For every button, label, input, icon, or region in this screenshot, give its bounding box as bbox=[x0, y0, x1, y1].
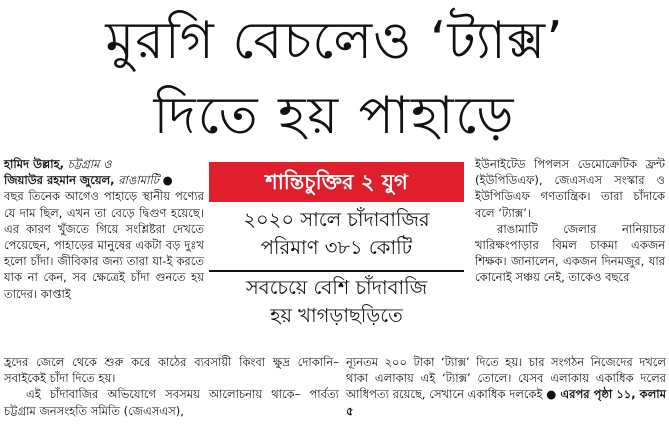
subhead-2-line-1: সবচেয়ে বেশি চাঁদাবাজি bbox=[245, 276, 428, 299]
headline-line-1: মুরগি বেচলেও ‘ট্যাক্স’ bbox=[105, 11, 564, 71]
subhead-1-line-1: ২০২০ সালে চাঁদাবাজির bbox=[243, 208, 430, 231]
author-1: হামিদ উল্লাহ, bbox=[4, 157, 64, 171]
author-2: জিয়াউর রহমান জুয়েল, bbox=[4, 173, 115, 188]
left-column-text: বছর তিনেক আগেও পাহাড়ে স্থানীয় পণ্যের যে দাম ছিল, এখন তা বেড়ে দ্বিগুণ হয়েছে। এর কারণ খুঁজতে গিয়ে সংশ্লিষ্টরা দেখতে পেয়েছেন, পাহাড়ের মানুষের একটা বড় দুঃখ হলো চাঁদা। জীবিকার জন্য তারা যা-ই করতে যাক না কেন, সব ক্ষেত্রেই চাঁদা গুনতে হয় তাদের। কাপ্তাই bbox=[4, 189, 204, 301]
highlight-box bbox=[209, 162, 464, 372]
bottom-left-para-2: এই চাঁদাবাজির অভিযোগে সবসময় আলোচনায় থাকে– পার্বত্য চট্টগ্রাম জনসংহতি সমিতি (জেএসএস), bbox=[4, 387, 339, 418]
right-column-text-1: ইউনাইটেড পিপলস ডেমোক্রেটিক ফ্রন্ট (ইউপিডিএফ), জেএসএস সংস্কার ও ইউপিডিএফ গণতান্ত্রিক। তারা চাঁদাকে বলে ‘ট্যাক্স’। bbox=[475, 157, 665, 220]
headline-line-2: দিতে হয় পাহাড়ে bbox=[153, 86, 516, 146]
box-subheads bbox=[209, 206, 464, 330]
continuation-note: ● এরপর পৃষ্ঠা ১১, কলাম ৫ bbox=[346, 387, 667, 418]
bottom-left-para-1: হ্রদের জেলে থেকে শুরু করে কাঠের ব্যবসায়ী কিংবা ক্ষুদ্র দোকানি– সবাইকেই চাঁদা দিতে হয়। bbox=[4, 355, 339, 386]
right-column bbox=[475, 156, 665, 286]
box-banner: শান্তিচুক্তির ২ যুগ bbox=[209, 162, 464, 202]
subhead-2-line-2: হয় খাগড়াছড়িতে bbox=[270, 304, 403, 327]
right-column-text-2: রাঙামাটি জেলার নানিয়াচর খারিক্ষংপাড়ার বিমল চাকমা একজন শিক্ষক। জানালেন, একজন দিনমজুর, যার কোনোই সঞ্চয় নেই, তাকেও বছরে bbox=[475, 221, 665, 285]
byline bbox=[4, 156, 204, 188]
bottom-right-text: ন্যূনতম ২০০ টাকা ‘ট্যাক্স’ দিতে হয়। চার সংগঠন নিজেদের দখলে থাকা এলাকায় এই ‘ট্যাক্স’ তোলে। যেসব এলাকায় একাধিক দলের আধিপত্য রয়েছে, সেখানে একাধিক দলকেই bbox=[346, 355, 666, 402]
place-2: রাঙামাটি ● bbox=[118, 173, 173, 188]
place-1: চট্টগ্রাম ও bbox=[67, 157, 112, 171]
box-divider bbox=[209, 270, 464, 272]
bottom-left-column bbox=[4, 354, 339, 419]
bottom-right-column bbox=[346, 354, 666, 419]
subhead-1-line-2: পরিমাণ ৩৮১ কোটি bbox=[260, 236, 413, 259]
left-column bbox=[4, 156, 204, 302]
